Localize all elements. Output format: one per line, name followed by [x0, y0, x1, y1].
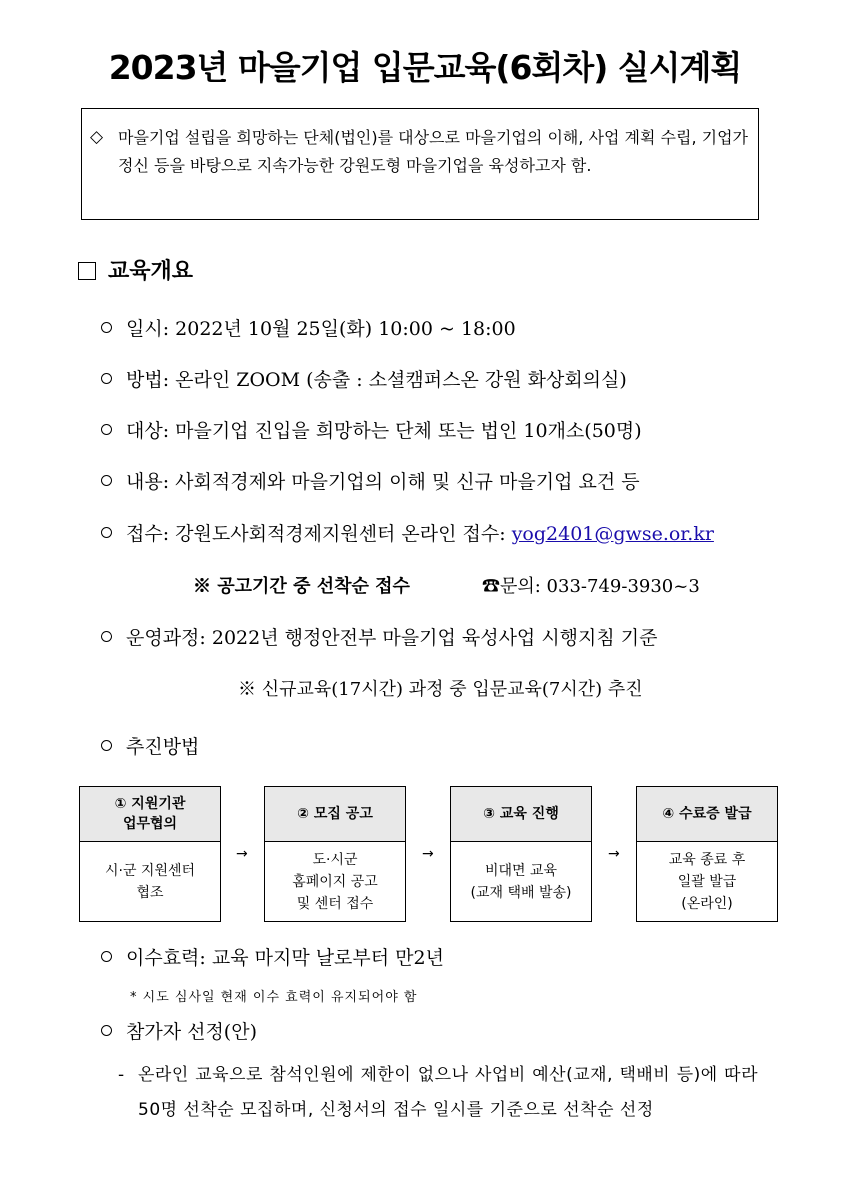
flow-step-detail: 비대면 교육 (교재 택배 발송) — [470, 863, 572, 901]
circle-bullet-icon — [101, 322, 112, 333]
flow-step-4 — [636, 786, 778, 922]
circle-bullet-icon — [101, 1025, 112, 1036]
course-note: ※ 신규교육(17시간) 과정 중 입문교육(7시간) 추진 — [238, 679, 643, 700]
intro-text: 마을기업 설립을 희망하는 단체(법인)를 대상으로 마을기업의 이해, 사업 계획 수립, 기업가 정신 등을 바탕으로 지속가능한 강원도형 마을기업을 육성하고자 함. — [118, 128, 748, 175]
flow-step-title: ④ 수료증 발급 — [637, 787, 777, 842]
circle-bullet-icon — [101, 740, 112, 751]
page-title: 2023년 마을기업 입문교육(6회차) 실시계획 — [108, 48, 742, 87]
diamond-icon: ◇ — [90, 127, 104, 147]
item-content: 내용: 사회적경제와 마을기업의 이해 및 신규 마을기업 요건 등 — [101, 467, 640, 494]
arrow-right-icon: → — [608, 846, 620, 862]
circle-bullet-icon — [101, 373, 112, 384]
email-link[interactable]: yog2401@gwse.or.kr — [511, 523, 714, 545]
item-apply: 접수: 강원도사회적경제지원센터 온라인 접수: yog2401@gwse.or.kr — [101, 519, 714, 546]
circle-bullet-icon — [101, 424, 112, 435]
flow-step-detail: 시·군 지원센터 협조 — [104, 863, 196, 901]
item-selection: 참가자 선정(안) — [101, 1017, 257, 1044]
flow-step-2 — [264, 786, 406, 922]
intro-box — [81, 108, 759, 220]
dash-bullet: - — [118, 1065, 125, 1085]
circle-bullet-icon — [101, 527, 112, 538]
flow-step-detail: 도·시군 홈페이지 공고 및 센터 접수 — [292, 852, 378, 912]
item-date: 일시: 2022년 10월 25일(화) 10:00 ~ 18:00 — [101, 314, 516, 341]
flow-step-title: ③ 교육 진행 — [451, 787, 591, 842]
item-method: 방법: 온라인 ZOOM (송출 : 소셜캠퍼스온 강원 화상회의실) — [101, 365, 627, 392]
flow-step-detail: 교육 종료 후 일괄 발급 (온라인) — [668, 852, 746, 912]
notice-note: ※ 공고기간 중 선착순 접수 — [193, 576, 410, 597]
validity-note: * 시도 심사일 현재 이수 효력이 유지되어야 함 — [130, 990, 418, 1005]
selection-detail — [118, 1058, 758, 1128]
flow-step-1 — [79, 786, 221, 922]
item-process: 추진방법 — [101, 732, 199, 759]
circle-bullet-icon — [101, 631, 112, 642]
item-target: 대상: 마을기업 진입을 희망하는 단체 또는 법인 10개소(50명) — [101, 416, 642, 443]
selection-detail-text: 온라인 교육으로 참석인원에 제한이 없으나 사업비 예산(교재, 택배비 등)에 따라 50명 선착순 모집하며, 신청서의 접수 일시를 기준으로 선착순 선정 — [138, 1065, 758, 1120]
flow-step-title: ① 지원기관 업무협의 — [80, 787, 220, 842]
flow-step-3 — [450, 786, 592, 922]
flow-step-title: ② 모집 공고 — [265, 787, 405, 842]
circle-bullet-icon — [101, 951, 112, 962]
arrow-right-icon: → — [422, 846, 434, 862]
circle-bullet-icon — [101, 475, 112, 486]
section-heading — [78, 254, 193, 285]
section-title: 교육개요 — [108, 259, 194, 284]
arrow-right-icon: → — [236, 846, 248, 862]
item-course: 운영과정: 2022년 행정안전부 마을기업 육성사업 시행지침 기준 — [101, 623, 658, 650]
inquiry-phone: ☎문의: 033-749-3930~3 — [482, 576, 700, 597]
square-icon — [78, 262, 96, 280]
item-validity: 이수효력: 교육 마지막 날로부터 만2년 — [101, 943, 444, 970]
